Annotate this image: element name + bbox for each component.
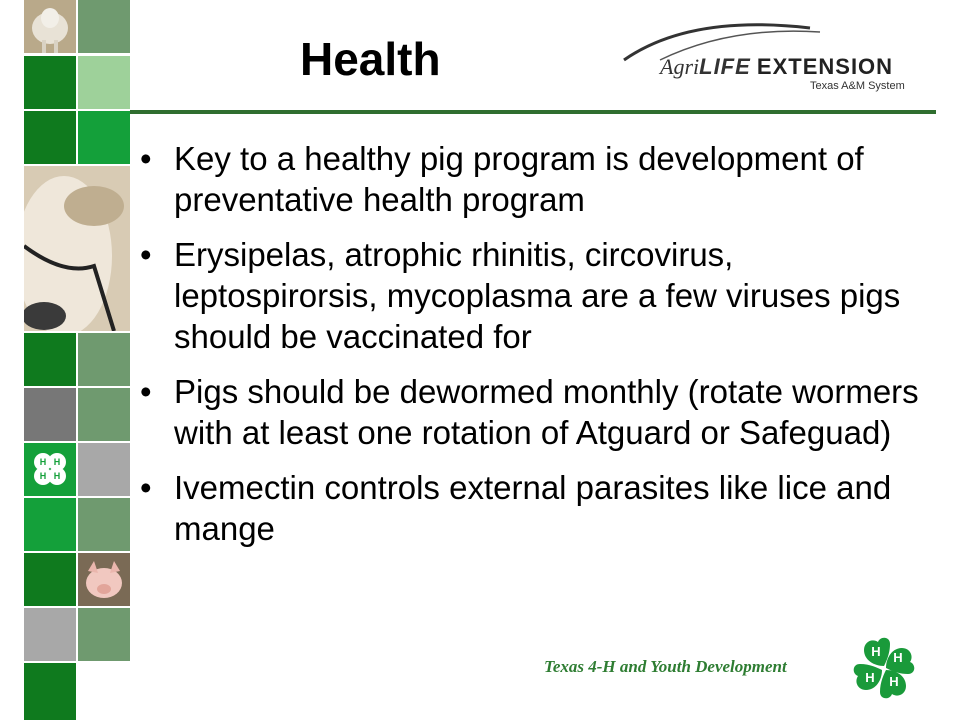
logo-extension-text: EXTENSION xyxy=(756,54,894,79)
bullet-item: • Erysipelas, atrophic rhinitis, circovirus, leptospirorsis, mycoplasma are a few viruses pigs should be vaccinated for xyxy=(140,234,930,357)
tile xyxy=(78,111,130,164)
four-h-clover-icon xyxy=(24,443,76,496)
agrilife-extension-logo xyxy=(620,22,920,102)
tile xyxy=(24,56,76,109)
tile xyxy=(78,663,130,720)
tile xyxy=(24,111,76,164)
svg-text:H: H xyxy=(53,471,61,481)
svg-text:H: H xyxy=(39,457,47,467)
sheep-icon xyxy=(24,0,76,53)
cow-photo-tile xyxy=(24,166,130,331)
tile xyxy=(78,443,130,496)
pig-icon xyxy=(78,553,130,606)
tile xyxy=(24,388,76,441)
sheep-photo-tile xyxy=(24,0,76,53)
tile xyxy=(78,56,130,109)
four-h-logo-icon xyxy=(846,630,922,706)
title-rule xyxy=(130,110,936,114)
svg-text:H: H xyxy=(889,674,899,689)
bullet-item: • Ivemectin controls external parasites like lice and mange xyxy=(140,467,930,549)
pig-photo-tile xyxy=(78,553,130,606)
svg-text:H: H xyxy=(53,457,61,467)
svg-text:H: H xyxy=(39,471,47,481)
logo-system-text: Texas A&M System xyxy=(810,80,905,92)
tile xyxy=(24,553,76,606)
bullet-item: • Pigs should be dewormed monthly (rotate wormers with at least one rotation of Atguard or Safeguad) xyxy=(140,371,930,453)
cow-icon xyxy=(24,166,130,331)
svg-text:H: H xyxy=(865,670,875,685)
svg-text:H: H xyxy=(893,650,903,665)
tile xyxy=(78,608,130,661)
slide-title: Health xyxy=(300,33,441,85)
bullet-list xyxy=(140,138,930,563)
left-decorative-strip xyxy=(0,0,130,720)
tile xyxy=(24,663,76,720)
tile xyxy=(24,333,76,386)
bullet-item: • Key to a healthy pig program is development of preventative health program xyxy=(140,138,930,220)
tile xyxy=(24,498,76,551)
tile xyxy=(24,608,76,661)
tile xyxy=(78,498,130,551)
logo-wordmark xyxy=(660,54,893,80)
logo-life-text: LIFE xyxy=(699,54,751,79)
logo-agri-text: Agri xyxy=(660,54,700,79)
tile xyxy=(78,0,130,53)
tile xyxy=(78,333,130,386)
clover-tile xyxy=(24,443,76,496)
footer-text: Texas 4-H and Youth Development xyxy=(544,657,787,676)
tile xyxy=(78,388,130,441)
svg-text:H: H xyxy=(871,644,881,659)
